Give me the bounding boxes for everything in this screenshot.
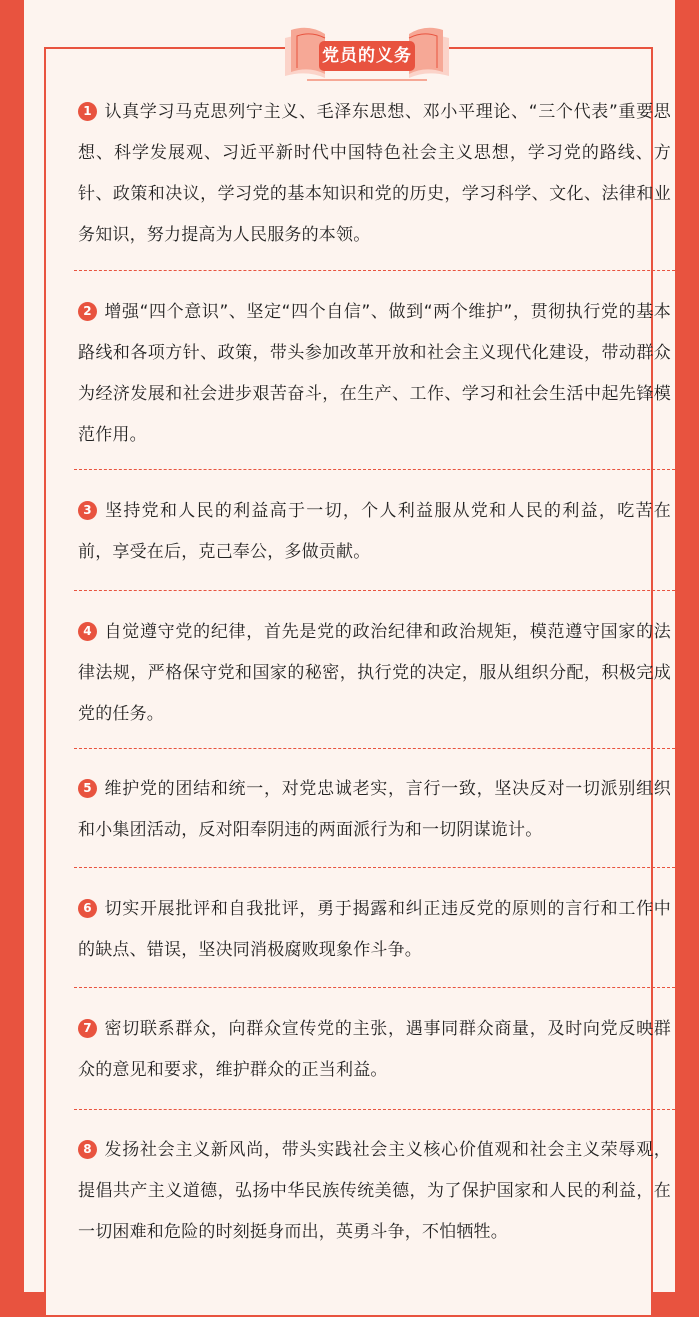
item-text: 密切联系群众，向群众宣传党的主张，遇事同群众商量，及时向党反映群众的意见和要求，维护群众的正当利益。 [78, 1019, 671, 1080]
list-item [74, 612, 675, 735]
item-text: 自觉遵守党的纪律，首先是党的政治纪律和政治规矩，模范遵守国家的法律法规，严格保守党和国家的秘密，执行党的决定，服从组织分配，积极完成党的任务。 [78, 622, 671, 724]
list-item [74, 1130, 675, 1253]
list-item [74, 769, 675, 851]
item-number-badge: 1 [78, 102, 97, 121]
dashed-divider [74, 469, 675, 470]
list-item [74, 491, 675, 573]
item-text: 发扬社会主义新风尚，带头实践社会主义核心价值观和社会主义荣辱观，提倡共产主义道德，弘扬中华民族传统美德，为了保护国家和人民的利益，在一切困难和危险的时刻挺身而出，英勇斗争，不怕牺牲。 [78, 1140, 671, 1242]
dashed-divider [74, 1109, 675, 1110]
list-item [74, 1009, 675, 1091]
item-number-badge: 2 [78, 302, 97, 321]
list-item [74, 889, 675, 971]
title-header [277, 26, 457, 84]
list-item [74, 292, 675, 456]
dashed-divider [74, 748, 675, 749]
item-number-badge: 4 [78, 622, 97, 641]
item-text: 认真学习马克思列宁主义、毛泽东思想、邓小平理论、“三个代表”重要思想、科学发展观、习近平新时代中国特色社会主义思想，学习党的路线、方针、政策和决议，学习党的基本知识和党的历史，学习科学、文化、法律和业务知识，努力提高为人民服务的本领。 [78, 102, 671, 245]
dashed-divider [74, 590, 675, 591]
page-title: 党员的义务 [319, 41, 415, 71]
dashed-divider [74, 987, 675, 988]
list-item [74, 92, 675, 256]
item-text: 增强“四个意识”、坚定“四个自信”、做到“两个维护”，贯彻执行党的基本路线和各项方针、政策，带头参加改革开放和社会主义现代化建设，带动群众为经济发展和社会进步艰苦奋斗，在生产、工作、学习和社会生活中起先锋模范作用。 [78, 302, 671, 445]
item-number-badge: 3 [78, 501, 97, 520]
item-number-badge: 6 [78, 899, 97, 918]
page-background [24, 0, 675, 1292]
dashed-divider [74, 867, 675, 868]
item-number-badge: 7 [78, 1019, 97, 1038]
item-text: 切实开展批评和自我批评，勇于揭露和纠正违反党的原则的言行和工作中的缺点、错误，坚决同消极腐败现象作斗争。 [78, 899, 671, 960]
item-number-badge: 8 [78, 1140, 97, 1159]
dashed-divider [74, 270, 675, 271]
item-text: 坚持党和人民的利益高于一切，个人利益服从党和人民的利益，吃苦在前，享受在后，克己奉公，多做贡献。 [78, 501, 671, 562]
item-text: 维护党的团结和统一，对党忠诚老实，言行一致，坚决反对一切派别组织和小集团活动，反对阳奉阴违的两面派行为和一切阴谋诡计。 [78, 779, 671, 840]
item-number-badge: 5 [78, 779, 97, 798]
